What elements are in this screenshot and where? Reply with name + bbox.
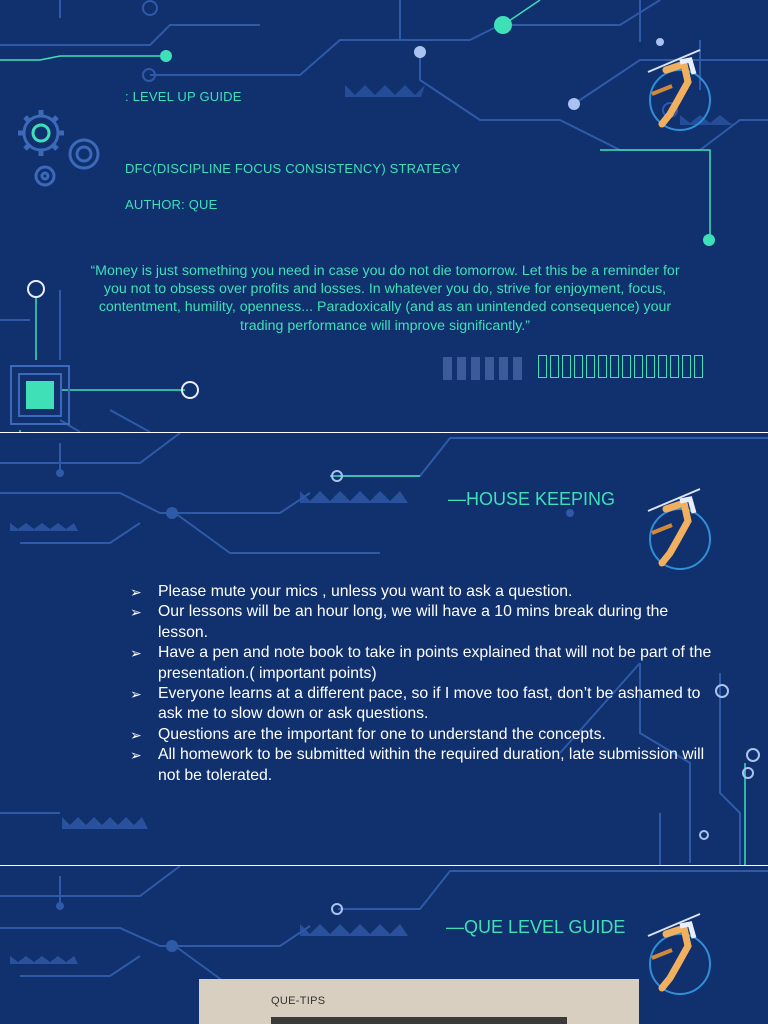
guide-subtitle: : LEVEL UP GUIDE [125, 89, 242, 104]
slide-que-level-guide [0, 866, 768, 1024]
list-item: ➢ Our lessons will be an hour long, we will have a 10 mins break during the lesson. [130, 603, 669, 641]
chip-icon [5, 360, 75, 430]
author-line: AUTHOR: QUE [125, 197, 218, 212]
trader-logo-icon [628, 906, 723, 1001]
motivational-quote: “Money is just something you need in case you do not die tomorrow. Let this be a reminder for you not to obsess over profits and losses. In whatever you do, strive for enjoyment, focus, contentment, humility, openness... Paradoxically (and as an unintended consequence) your trading performance will improve significantly.” [90, 263, 680, 334]
list-item: ➢ Everyone learns at a different pace, so if I move too fast, don’t be ashamed to ask me to slow down or ask questions. [130, 685, 701, 723]
strategy-title: DFC(DISCIPLINE FOCUS CONSISTENCY) STRATEGY [125, 161, 461, 176]
list-item: ➢ Questions are the important for one to understand the concepts. [130, 725, 606, 743]
stripe-decoration [443, 357, 522, 380]
card-label: QUE-TIPS [271, 995, 326, 1007]
list-item: ➢ All homework to be submitted within the required duration, late submission will not be tolerated. [130, 746, 705, 784]
trader-logo-icon [628, 42, 723, 137]
list-item: ➢ Please mute your mics , unless you want to ask a question. [130, 583, 573, 600]
list-item: ➢ Have a pen and note book to take in points explained that will not be part of the presentation.( important points) [130, 644, 712, 682]
section-heading: —HOUSE KEEPING [448, 489, 616, 509]
gear-icon [14, 106, 109, 196]
slide-title [0, 0, 768, 432]
slide-house-keeping [0, 433, 768, 865]
box-decoration [538, 355, 703, 378]
section-heading: —QUE LEVEL GUIDE [446, 917, 626, 937]
house-rules-list [130, 582, 720, 786]
card-image [271, 1017, 567, 1024]
trader-logo-icon [628, 481, 723, 576]
que-tips-card [199, 979, 639, 1024]
